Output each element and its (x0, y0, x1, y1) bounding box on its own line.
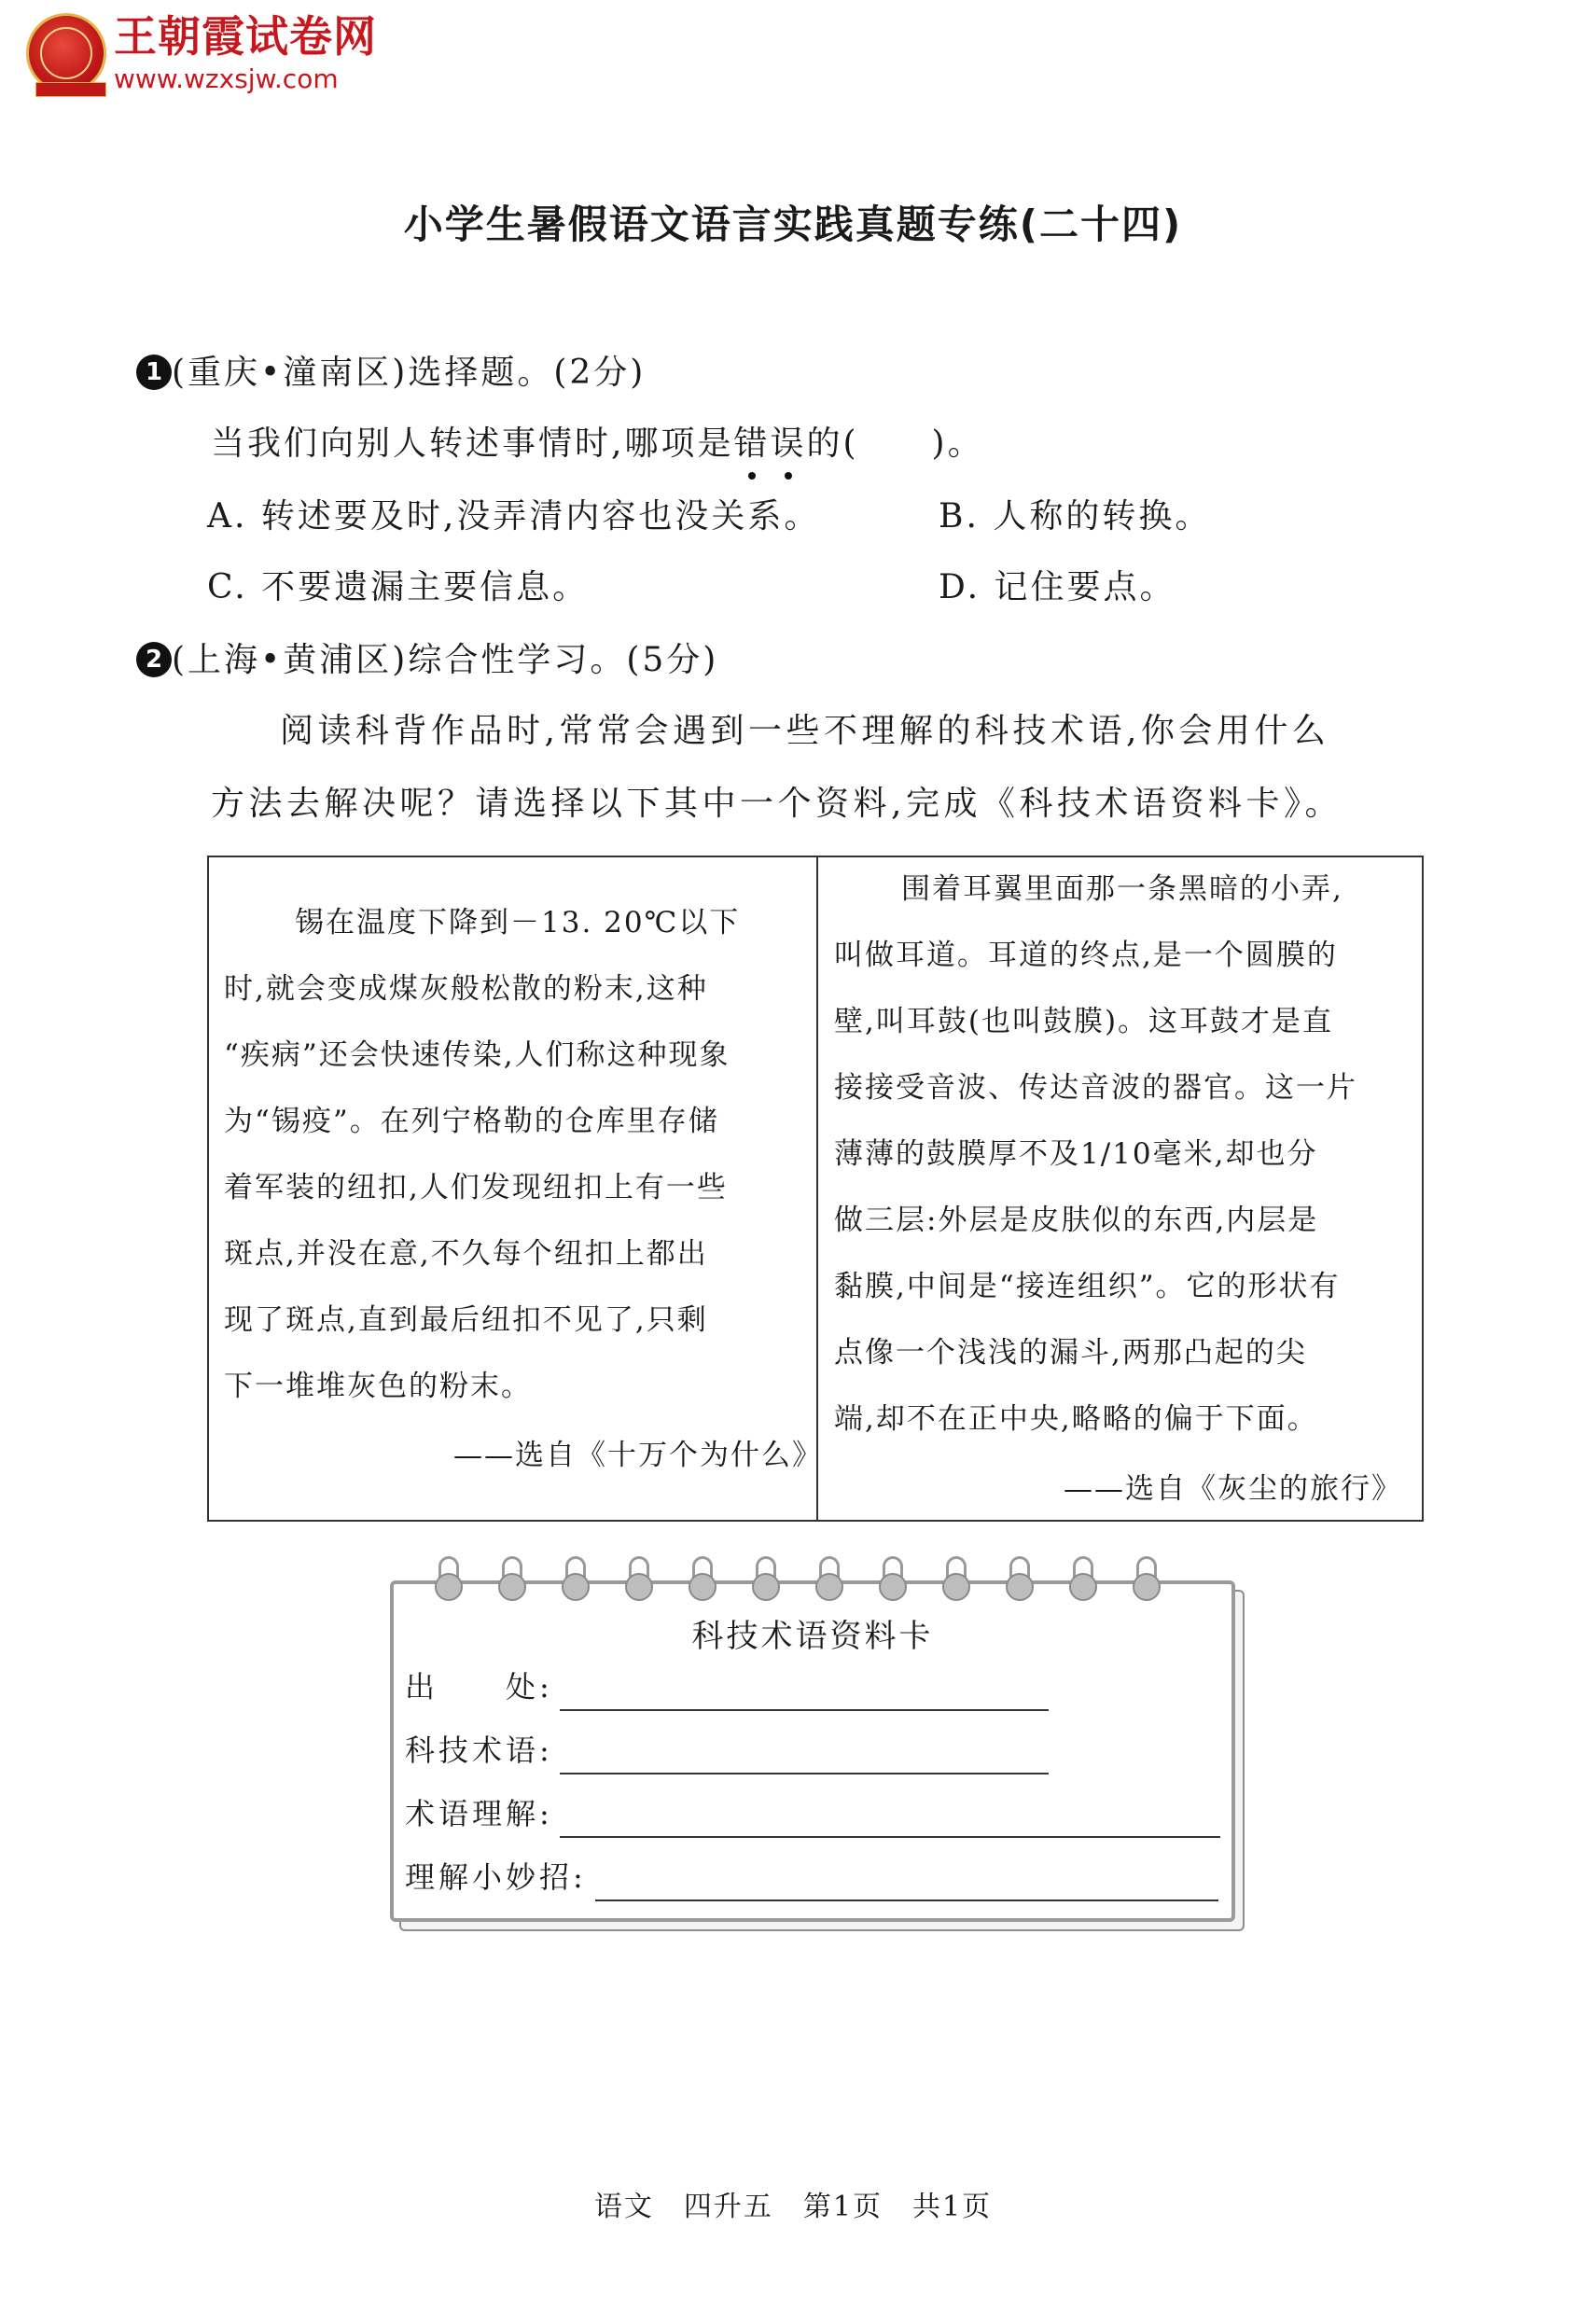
field-label-meaning: 术语理解: (405, 1796, 553, 1831)
field-label-tip: 理解小妙招: (405, 1859, 587, 1895)
binder-ring (1069, 1573, 1097, 1601)
emphasis-char: 误 (770, 422, 806, 466)
passage-left-line: 为“锡疫”。在列宁格勒的仓库里存储 (224, 1105, 719, 1138)
q1-heading (136, 351, 646, 396)
q1-option-d: D. 记住要点。 (939, 568, 1176, 606)
answer-line-tip[interactable] (595, 1900, 1218, 1901)
binder-ring (1133, 1573, 1161, 1601)
passage-left-source: ——选自《十万个为什么》 (453, 1439, 823, 1472)
binder-ring (689, 1573, 716, 1601)
passage-right-source: ——选自《灰尘的旅行》 (1064, 1472, 1402, 1506)
passage-right-line: 叫做耳道。耳道的终点,是一个圆膜的 (834, 939, 1338, 972)
q1-option-b: B. 人称的转换。 (939, 497, 1212, 536)
page-footer: 语文 四升五 第1页 共1页 (593, 2191, 993, 2223)
passage-left-line: 下一堆堆灰色的粉末。 (224, 1370, 532, 1403)
q2-number: 2 (136, 642, 172, 677)
q2-heading (136, 638, 718, 683)
binder-ring (562, 1573, 590, 1601)
binder-ring (879, 1573, 907, 1601)
emphasis-char: 错 (733, 422, 770, 466)
binder-ring (625, 1573, 653, 1601)
passage-right-line: 黏膜,中间是“接连组织”。它的形状有 (834, 1270, 1341, 1303)
passage-right-line: 围着耳翼里面那一条黑暗的小弄, (901, 872, 1343, 906)
binder-ring (498, 1573, 526, 1601)
binder-ring (815, 1573, 843, 1601)
answer-line-source[interactable] (560, 1709, 1049, 1711)
q1-number: 1 (136, 355, 172, 390)
q2-intro-line: 阅读科背作品时,常常会遇到一些不理解的科技术语,你会用什么 (280, 712, 1330, 750)
passage-left-line: 现了斑点,直到最后纽扣不见了,只剩 (224, 1303, 708, 1337)
binder-ring (942, 1573, 970, 1601)
q1-heading-text: (重庆•潼南区)选择题。(2分) (172, 354, 647, 392)
passage-right-line: 薄薄的鼓膜厚不及1/10毫米,却也分 (834, 1137, 1318, 1171)
field-label-source: 出 处: (405, 1669, 553, 1705)
q1-option-a: A. 转述要及时,没弄清内容也没关系。 (207, 497, 821, 536)
passage-left-line: 斑点,并没在意,不久每个纽扣上都出 (224, 1237, 708, 1271)
field-label-term: 科技术语: (405, 1733, 553, 1768)
passage-left-line: “疾病”还会快速传染,人们称这种现象 (224, 1038, 730, 1072)
passage-left-line: 时,就会变成煤灰般松散的粉末,这种 (224, 972, 708, 1006)
passage-left-line: 锡在温度下降到－13. 20℃以下 (295, 906, 741, 939)
q1-stem: 当我们向别人转述事情时,哪项是错误的( )。 (211, 422, 984, 466)
page-title: 小学生暑假语文语言实践真题专练(二十四) (403, 202, 1183, 247)
logo-url: www.wzxsjw.com (114, 63, 339, 94)
passage-right-line: 端,却不在正中央,略略的偏于下面。 (834, 1402, 1318, 1436)
card-title: 科技术语资料卡 (691, 1618, 934, 1655)
q2-heading-text: (上海•黄浦区)综合性学习。(5分) (172, 641, 719, 679)
binder-ring (1006, 1573, 1034, 1601)
binder-ring (435, 1573, 463, 1601)
logo-ribbon (35, 82, 106, 97)
binder-ring (752, 1573, 780, 1601)
passage-left-line: 着军装的纽扣,人们发现纽扣上有一些 (224, 1171, 728, 1204)
passage-right-line: 接接受音波、传达音波的器官。这一片 (834, 1071, 1357, 1105)
column-divider (816, 857, 818, 1520)
logo-name: 王朝霞试卷网 (114, 11, 377, 62)
answer-line-term[interactable] (560, 1773, 1049, 1774)
q2-intro-line: 方法去解决呢？请选择以下其中一个资料,完成《科技术语资料卡》。 (211, 785, 1343, 823)
passage-right-line: 做三层:外层是皮肤似的东西,内层是 (834, 1204, 1319, 1237)
q1-option-c: C. 不要遗漏主要信息。 (207, 568, 590, 606)
passage-right-line: 壁,叫耳鼓(也叫鼓膜)。这耳鼓才是直 (834, 1005, 1334, 1038)
passage-right-line: 点像一个浅浅的漏斗,两那凸起的尖 (834, 1336, 1307, 1370)
answer-line-meaning[interactable] (560, 1836, 1220, 1838)
